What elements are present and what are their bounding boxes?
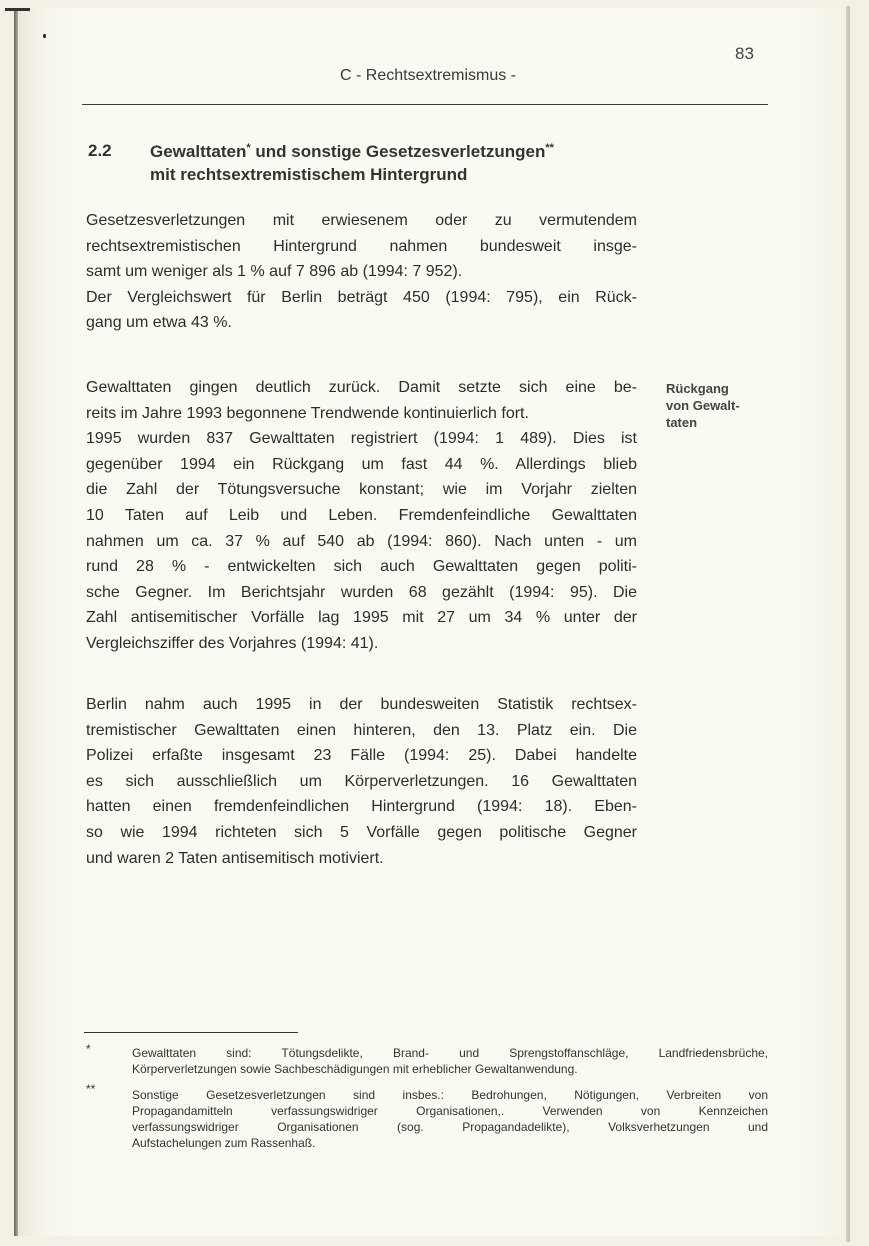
text-line: es sich ausschließlich um Körperverletzungen. 16 Gewalttaten <box>86 772 637 790</box>
text-line: gegenüber 1994 ein Rückgang um fast 44 %. Allerdings blieb <box>86 455 637 473</box>
scan-speck <box>43 34 46 38</box>
footnote-ref: * <box>246 142 251 154</box>
paragraph-3 <box>86 692 637 871</box>
margin-note <box>666 380 776 431</box>
text-line: sche Gegner. Im Berichtsjahr wurden 68 gezählt (1994: 95). Die <box>86 583 637 601</box>
text-line: Polizei erfaßte insgesamt 23 Fälle (1994: 25). Dabei handelte <box>86 747 637 765</box>
text-line: reits im Jahre 1993 begonnene Trendwende kontinuierlich fort. <box>86 404 529 422</box>
text-line: rund 28 % - entwickelten sich auch Gewalttaten gegen politi- <box>86 558 637 576</box>
scan-mark <box>5 8 30 11</box>
footnote-1 <box>132 1045 768 1077</box>
text-line: hatten einen fremdenfeindlichen Hintergrund (1994: 18). Eben- <box>86 798 637 816</box>
footnote-mark: ** <box>86 1082 96 1096</box>
text-line: tremistischer Gewalttaten einen hinteren, den 13. Platz ein. Die <box>86 721 637 739</box>
text-line: 10 Taten auf Leib und Leben. Fremdenfeindliche Gewalttaten <box>86 506 637 524</box>
section-title-part: und sonstige Gesetzesverletzungen <box>250 142 546 161</box>
text-line: samt um weniger als 1 % auf 7 896 ab (1994: 7 952). <box>86 263 463 281</box>
footnote-line: Aufstachelungen zum Rassenhaß. <box>132 1136 316 1150</box>
footnote-line: Propagandamitteln verfassungswidriger Organisationen,. Verwenden von Kennzeichen <box>132 1104 768 1118</box>
footnote-rule <box>84 1032 298 1033</box>
section-number: 2.2 <box>88 141 112 160</box>
section-title-part: Gewalttaten <box>150 142 247 161</box>
page-right-edge <box>846 6 850 1242</box>
text-line: Gesetzesverletzungen mit erwiesenem oder zu vermutendem <box>86 212 637 229</box>
margin-note-line: von Gewalt- <box>666 398 740 413</box>
footnote-line: Gewalttaten sind: Tötungsdelikte, Brand- und Sprengstoffanschläge, Landfriedensbrüche, <box>132 1046 768 1060</box>
text-line: nahmen um ca. 37 % auf 540 ab (1994: 860). Nach unten - um <box>86 532 637 550</box>
text-line: rechtsextremistischen Hintergrund nahmen bundesweit insge- <box>86 237 637 255</box>
header-rule <box>82 104 768 105</box>
text-line: die Zahl der Tötungsversuche konstant; wie im Vorjahr zielten <box>86 481 637 499</box>
text-line: so wie 1994 richteten sich 5 Vorfälle gegen politische Gegner <box>86 823 637 841</box>
text-line: 1995 wurden 837 Gewalttaten registriert (1994: 1 489). Dies ist <box>86 430 637 448</box>
text-line: und waren 2 Taten antisemitisch motiviert. <box>86 849 384 867</box>
footnote-mark: * <box>86 1042 91 1056</box>
footnote-line: Sonstige Gesetzesverletzungen sind insbes.: Bedrohungen, Nötigungen, Verbreiten von <box>132 1088 768 1102</box>
footnote-ref: ** <box>545 142 554 154</box>
margin-note-line: taten <box>666 415 698 430</box>
text-line: Zahl antisemitischer Vorfälle lag 1995 mit 27 um 34 % unter der <box>86 609 637 627</box>
section-title <box>150 140 670 186</box>
section-title-line2: mit rechtsextremistischem Hintergrund <box>150 165 468 184</box>
text-line: Vergleichsziffer des Vorjahres (1994: 41). <box>86 634 379 652</box>
page-number: 83 <box>735 44 754 63</box>
text-line: Der Vergleichswert für Berlin beträgt 450 (1994: 795), ein Rück- <box>86 288 637 306</box>
paragraph-1 <box>86 208 637 336</box>
text-line: gang um etwa 43 %. <box>86 314 232 332</box>
text-line: Berlin nahm auch 1995 in der bundesweiten Statistik rechtsex- <box>86 696 637 713</box>
paragraph-2 <box>86 375 637 657</box>
footnote-line: verfassungswidriger Organisationen (sog. Propagandadelikte), Volksverhetzungen und <box>132 1120 768 1134</box>
running-head: C - Rechtsextremismus - <box>340 67 517 84</box>
text-line: Gewalttaten gingen deutlich zurück. Damit setzte sich eine be- <box>86 379 637 396</box>
footnote-line: Körperverletzungen sowie Sachbeschädigungen mit erheblicher Gewaltanwendung. <box>132 1062 578 1076</box>
page-binding-edge <box>14 8 18 1236</box>
margin-note-line: Rückgang <box>666 381 729 396</box>
footnote-2 <box>132 1087 768 1151</box>
